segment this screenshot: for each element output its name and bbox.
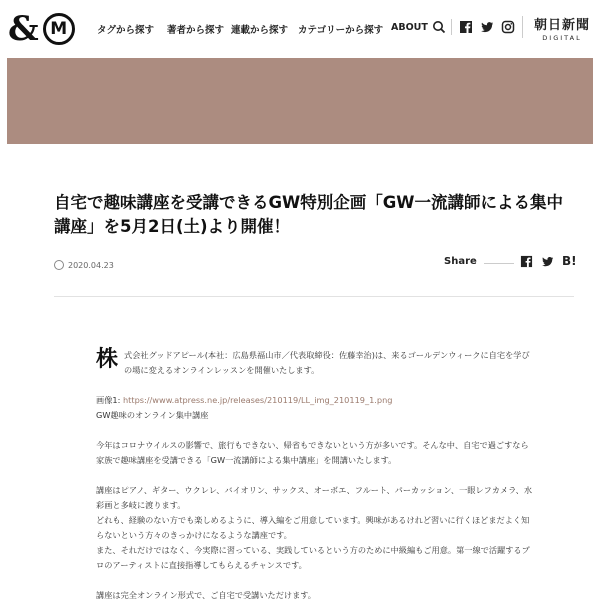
content-divider [54, 296, 574, 297]
brand-sub-text: DIGITAL [542, 34, 582, 42]
paragraph-2 [96, 483, 536, 573]
logo-ampersand: & [8, 9, 39, 49]
image-caption-label: 画像1: [96, 395, 123, 405]
search-icon[interactable] [432, 20, 446, 34]
nav-categories[interactable]: カテゴリーから探す [298, 25, 384, 36]
header-divider [451, 19, 452, 35]
lead-text: 式会社グッドアピール(本社：広島県福山市／代表取締役：佐藤幸治)は、来るゴールデンウィークに自宅を学びの場に変えるオンラインレッスンを開催いたします。 [124, 350, 530, 375]
paragraph-2-line-1: 講座はピアノ、ギター、ウクレレ、バイオリン、サックス、オーボエ、フルート、パーカッション、一眼レフカメラ、水彩画と多岐に渡ります。 [96, 485, 533, 510]
drop-cap: 株 [96, 347, 119, 372]
image-description: GW趣味のオンライン集中講座 [96, 410, 209, 420]
nav-tags[interactable]: タグから探す [97, 25, 155, 36]
brand-divider [522, 16, 523, 38]
asahi-digital-logo[interactable] [530, 14, 594, 42]
facebook-icon[interactable] [459, 20, 473, 34]
image-link[interactable]: https://www.atpress.ne.jp/releases/210119/LL_img_210119_1.png [122, 395, 393, 405]
share-divider [484, 263, 514, 264]
article-date [54, 260, 114, 270]
site-logo[interactable] [8, 9, 75, 49]
hero-banner [7, 58, 593, 144]
share-facebook-icon[interactable] [520, 255, 533, 268]
image-caption [96, 393, 536, 423]
instagram-icon[interactable] [501, 20, 515, 34]
article-body [96, 345, 536, 603]
paragraph-1: 今年はコロナウイルスの影響で、旅行もできない、帰省もできないという方が多いです。そんな中、自宅で過ごすなら家族で趣味講座を受講できる「GW一流講師による集中講座」を開講いたします。 [96, 440, 529, 465]
brand-main-text: 朝日新聞 [533, 18, 590, 33]
lead-paragraph [96, 345, 536, 378]
paragraph-2-line-3: また、それだけではなく、今実際に習っている、実践しているという方のために中級編もご用意。第一線で活躍するプロのアーティストに直接指導してもらえるチャンスです。 [96, 545, 530, 570]
paragraph-2-line-2: どれも、経験のない方でも楽しめるように、導入編をご用意しています。興味があるけれど習いに行くほどまだよく知らないという方々のきっかけになるような講座です。 [96, 515, 530, 540]
article-title: 自宅で趣味講座を受講できるGW特別企画「GW一流講師による集中講座」を5月2日(土)より開催！ [54, 193, 563, 236]
site-header [0, 0, 600, 58]
date-text: 2020.04.23 [68, 260, 114, 270]
share-twitter-icon[interactable] [541, 255, 554, 268]
nav-about[interactable]: ABOUT [391, 22, 428, 33]
paragraph-3: 講座は完全オンライン形式で、ご自宅で受講いただけます。 [96, 590, 316, 600]
clock-icon [54, 260, 64, 270]
twitter-icon[interactable] [480, 20, 494, 34]
logo-m-circle: M [43, 13, 75, 45]
share-label: Share [444, 256, 477, 267]
nav-authors[interactable]: 著者から探す [167, 25, 225, 36]
hatena-bookmark-button[interactable]: B! [562, 254, 577, 268]
nav-series[interactable]: 連載から探す [231, 25, 289, 36]
